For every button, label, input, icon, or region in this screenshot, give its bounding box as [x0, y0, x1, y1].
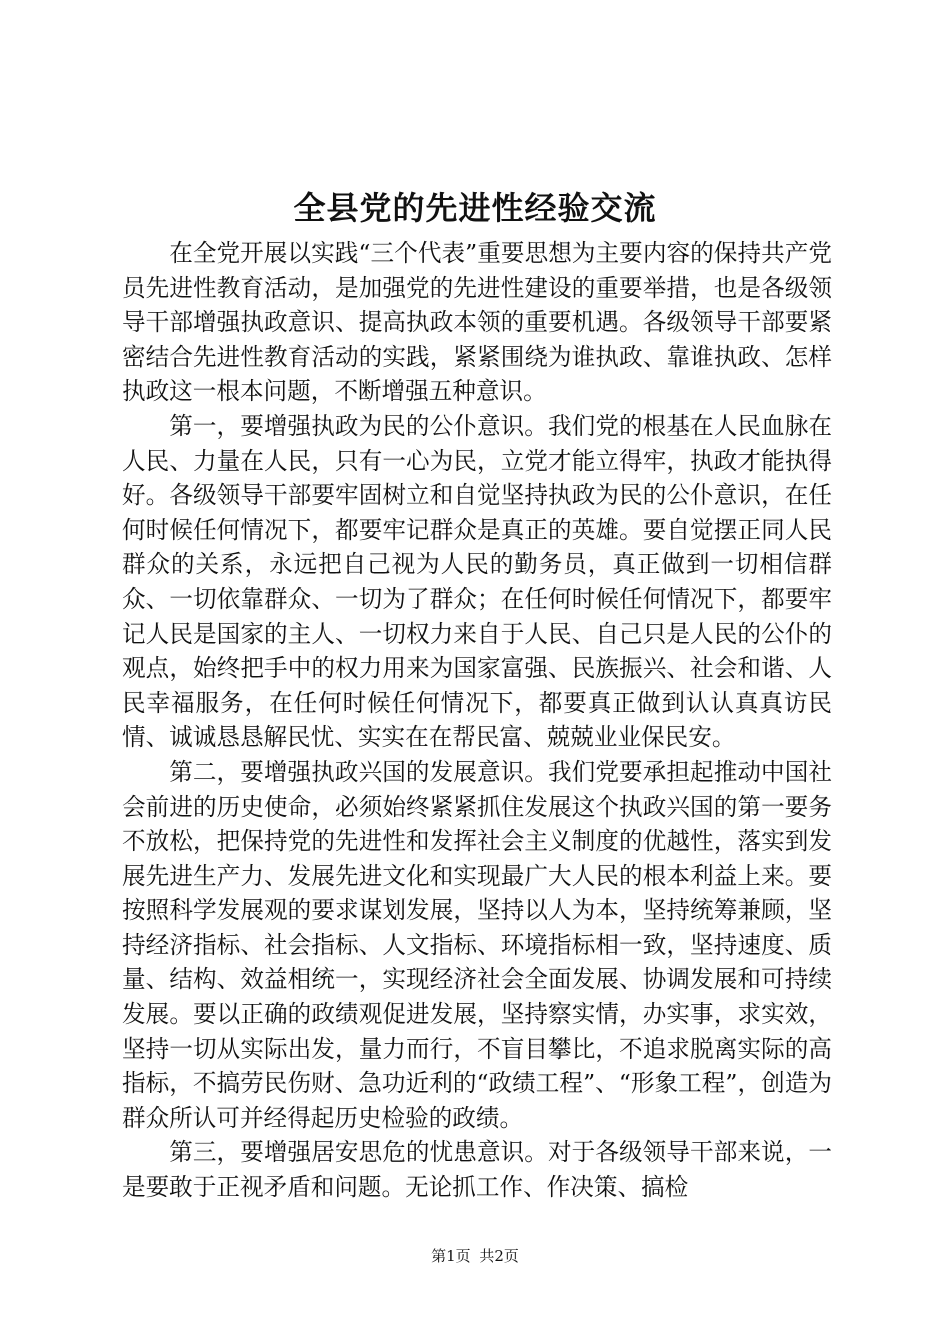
- paragraph-second-point: 第二，要增强执政兴国的发展意识。我们党要承担起推动中国社会前进的历史使命，必须始终紧紧抓住发展这个执政兴国的第一要务不放松，把保持党的先进性和发挥社会主义制度的优越性，落实到发展先进生产力、发展先进文化和实现最广大人民的根本利益上来。要按照科学发展观的要求谋划发展，坚持以人为本，坚持统筹兼顾，坚持经济指标、社会指标、人文指标、环境指标相一致，坚持速度、质量、结构、效益相统一，实现经济社会全面发展、协调发展和可持续发展。要以正确的政绩观促进发展，坚持察实情，办实事，求实效，坚持一切从实际出发，量力而行，不盲目攀比，不追求脱离实际的高指标，不搞劳民伤财、急功近利的“政绩工程”、“形象工程”，创造为群众所认可并经得起历史检验的政绩。: [122, 757, 832, 1132]
- paragraph-third-point: 第三，要增强居安思危的忧患意识。对于各级领导干部来说，一是要敢于正视矛盾和问题。无论抓工作、作决策、搞检: [122, 1138, 832, 1202]
- paragraph-intro: 在全党开展以实践“三个代表”重要思想为主要内容的保持共产党员先进性教育活动，是加强党的先进性建设的重要举措，也是各级领导干部增强执政意识、提高执政本领的重要机遇。各级领导干部要紧密结合先进性教育活动的实践，紧紧围绕为谁执政、靠谁执政、怎样执政这一根本问题，不断增强五种意识。: [122, 239, 832, 406]
- page-total: 共2页: [479, 1247, 519, 1265]
- document-body: [122, 236, 832, 1205]
- page-footer: [0, 1245, 950, 1267]
- document-title: 全县党的先进性经验交流: [293, 189, 657, 227]
- paragraph-first-point: 第一，要增强执政为民的公仆意识。我们党的根基在人民血脉在人民、力量在人民，只有一心为民，立党才能立得牢，执政才能执得好。各级领导干部要牢固树立和自觉坚持执政为民的公仆意识，在任何时候任何情况下，都要牢记群众是真正的英雄。要自觉摆正同人民群众的关系，永远把自己视为人民的勤务员，真正做到一切相信群众、一切依靠群众、一切为了群众；在任何时候任何情况下，都要牢记人民是国家的主人、一切权力来自于人民、自己只是人民的公仆的观点，始终把手中的权力用来为国家富强、民族振兴、社会和谐、人民幸福服务，在任何时候任何情况下，都要真正做到认认真真访民情、诚诚恳恳解民忧、实实在在帮民富、兢兢业业保民安。: [122, 411, 832, 752]
- page-number: 第1页: [431, 1247, 471, 1265]
